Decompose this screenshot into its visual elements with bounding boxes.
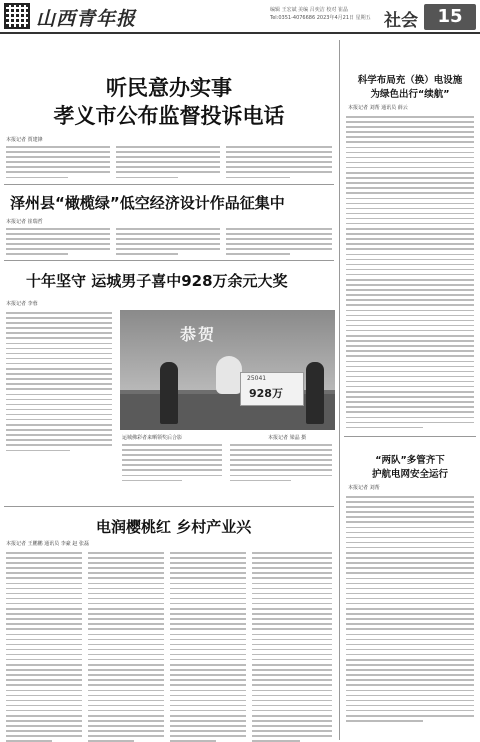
photo-caption: 运城佛彩者来晒领奖后合影 [122, 435, 183, 441]
article3-text-col1 [6, 312, 112, 455]
article4-text-col2 [88, 552, 164, 742]
article2-byline: 本报记者 崔瑞哲 [6, 219, 43, 225]
sidebar1-byline: 本报记者 刘帮 通讯员 薛云 [348, 105, 408, 111]
article2-text-col1 [6, 228, 110, 259]
article4-text-col4 [252, 552, 332, 742]
sidebar1-text [346, 116, 474, 432]
sidebar2-headline-line1: “两队”多管齐下 [375, 455, 445, 466]
sidebar2-byline: 本报记者 刘帮 [348, 485, 380, 491]
prize-cheque [240, 372, 304, 406]
sidebar1-headline-line1: 科学布局充（换）电设施 [357, 75, 463, 86]
photo-credit: 本报记者 梁晶 摄 [268, 435, 307, 441]
article4-headline: 电润樱桃红 乡村产业兴 [96, 518, 252, 536]
photo-banner-text: 恭贺 [180, 325, 217, 344]
divider-rule [4, 260, 334, 261]
sidebar2-headline-line2: 护航电网安全运行 [371, 469, 448, 480]
article2-text-col3 [226, 228, 332, 259]
section-title: 社会 [384, 11, 418, 31]
masthead-meta [270, 6, 371, 22]
masthead-rule [0, 32, 480, 34]
lottery-winner-photo [120, 310, 335, 430]
article3-text-col2 [122, 444, 222, 485]
article3-headline: 十年坚守 运城男子喜中928万余元大奖 [26, 272, 288, 290]
sidebar1-headline-line2: 为绿色出行“续航” [370, 89, 450, 100]
masthead [0, 0, 480, 38]
divider-rule [4, 506, 334, 507]
page-number: 15 [424, 4, 476, 30]
masthead-meta-line1: 编辑 王宏斌 美编 吕奕洁 校对 崔晶 [270, 7, 348, 13]
article1-headline-line1: 听民意办实事 [106, 75, 232, 100]
article1-text-col2 [116, 146, 220, 182]
article3-byline: 本报记者 李蓉 [6, 301, 38, 307]
article2-headline: 泽州县“橄榄绿”低空经济设计作品征集中 [10, 194, 285, 212]
cheque-number: 25041 [247, 375, 267, 382]
divider-rule [344, 436, 476, 437]
mascot-figure [216, 356, 242, 394]
article3-text-col3 [230, 444, 332, 485]
article4-text-col1 [6, 552, 82, 742]
article4-text-col3 [170, 552, 246, 742]
person-figure [306, 362, 324, 424]
divider-rule [4, 184, 334, 185]
article1-headline-line2: 孝义市公布监督投诉电话 [53, 103, 285, 128]
article4-byline: 本报记者 王鹏鹏 通讯员 李豪 赵 张磊 [6, 541, 89, 547]
article2-text-col2 [116, 228, 220, 259]
person-figure [160, 362, 178, 424]
masthead-meta-line2: Tel:0351-4076686 2023年4月21日 星期五 [270, 15, 371, 21]
newspaper-logo: 山西青年报 [36, 8, 137, 30]
cheque-amount: 928万 [249, 387, 283, 400]
article1-text-col3 [226, 146, 332, 182]
qr-code-icon [4, 3, 30, 29]
sidebar2-text [346, 496, 474, 725]
column-divider [339, 40, 340, 740]
article1-text-col1 [6, 146, 110, 182]
article1-byline: 本报记者 贾建锋 [6, 137, 43, 143]
